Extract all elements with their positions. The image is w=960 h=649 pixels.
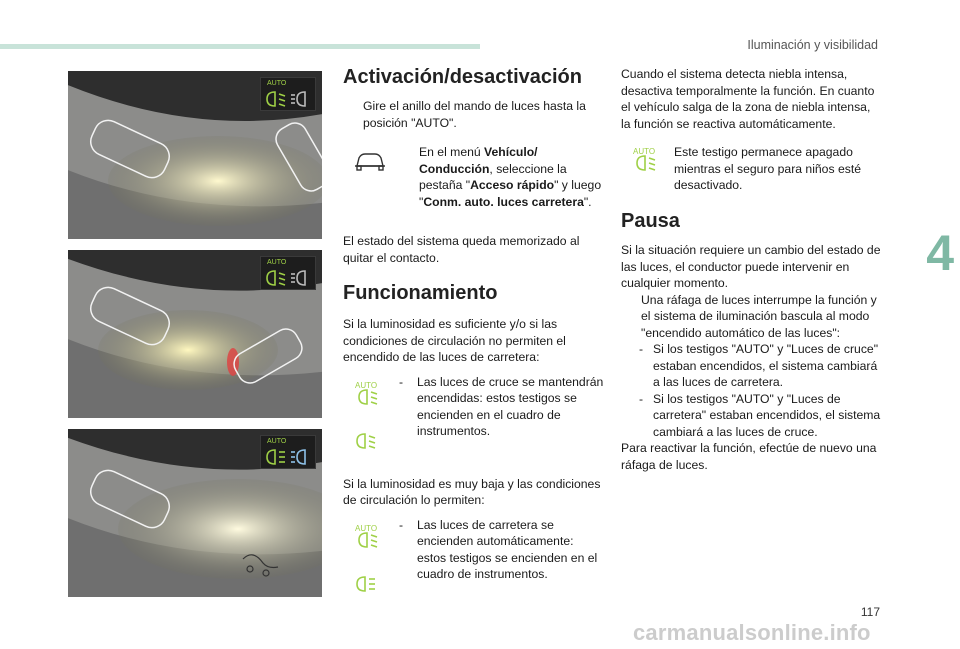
auto-icon: AUTO xyxy=(267,80,287,87)
pause-bullet: Una ráfaga de luces interrumpe la función y el sistema de iluminación bascula al modo "encendido automático de las luces": xyxy=(641,292,877,340)
heading-pause: Pausa xyxy=(621,210,680,232)
heading-operation: Funcionamiento xyxy=(343,282,498,304)
illustration-oncoming-vehicle xyxy=(68,250,322,418)
operation-intro: Si la luminosidad es suficiente y/o si las condiciones de circulación no permiten el encendido de las luces de carretera: xyxy=(343,317,566,364)
low-beam-icon xyxy=(265,269,311,287)
chapter-number: 4 xyxy=(926,225,954,281)
pause-sub-2: - Si los testigos "AUTO" y "Luces de carretera" estaban encendidos, el sistema cambiará a las luces de cruce. xyxy=(639,391,881,439)
illustration-high-beam xyxy=(68,429,322,597)
auto-indicator-icon: AUTO xyxy=(351,521,385,549)
auto-icon: AUTO xyxy=(267,438,287,445)
heading-activation: Activación/desactivación xyxy=(343,66,582,88)
memorized-text: El estado del sistema queda memorizado al quitar el contacto. xyxy=(343,234,580,265)
header-bar xyxy=(0,44,480,49)
section-title: Iluminación y visibilidad xyxy=(747,38,878,52)
car-menu-icon xyxy=(353,148,387,176)
pause-intro: Si la situación requiere un cambio del estado de las luces, el conductor puede intervenir en cualquier momento. xyxy=(621,243,881,290)
column-activation-operation xyxy=(343,64,605,601)
child-lock-indicator: AUTO Este testigo permanece apagado mientras el seguro para niños esté desactivado. xyxy=(621,144,883,196)
auto-low-beam-badge xyxy=(260,77,316,111)
illustration-low-beam-following xyxy=(68,71,322,239)
auto-indicator-icon: AUTO xyxy=(629,144,663,172)
menu-instruction: En el menú Vehículo/ Conducción, seleccione la pestaña "Acceso rápido" y luego "Conm. auto. luces carretera". xyxy=(343,144,605,228)
reactivate-text: Para reactivar la función, efectúe de nuevo una ráfaga de luces. xyxy=(621,441,877,472)
activation-bullet: Gire el anillo del mando de luces hasta la posición "AUTO". xyxy=(363,99,586,130)
low-beam-indicators: AUTO - Las luces de cruce se mantendrán encendidas: estos testigos se encienden en el cuadro de instrumentos. xyxy=(343,374,605,458)
auto-high-beam-badge xyxy=(260,435,316,469)
low-beam-icon xyxy=(265,90,311,108)
high-beam-indicator-icon xyxy=(351,571,385,599)
operation-intro-2: Si la luminosidad es muy baja y las condiciones de circulación lo permiten: xyxy=(343,476,601,507)
high-beam-icon xyxy=(265,448,311,466)
pause-sub-1: - Si los testigos "AUTO" y "Luces de cruce" estaban encendidos, el sistema cambiará a las luces de carretera. xyxy=(639,342,879,389)
auto-low-beam-badge-2 xyxy=(260,256,316,290)
page-number: 117 xyxy=(860,605,880,619)
low-beam-indicator-icon xyxy=(351,428,385,456)
auto-icon: AUTO xyxy=(267,259,287,266)
high-beam-indicators: AUTO - Las luces de carretera se encienden automáticamente: estos testigos se encienden en el cuadro de instrumentos. xyxy=(343,517,605,601)
watermark: carmanualsonline.info xyxy=(633,620,871,645)
auto-indicator-icon: AUTO xyxy=(351,378,385,406)
column-fog-pause xyxy=(621,66,883,473)
fog-text: Cuando el sistema detecta niebla intensa, desactiva temporalmente la función. En cuanto el vehículo salga de la zona de niebla intensa, la función se reactiva automáticamente. xyxy=(621,67,875,131)
